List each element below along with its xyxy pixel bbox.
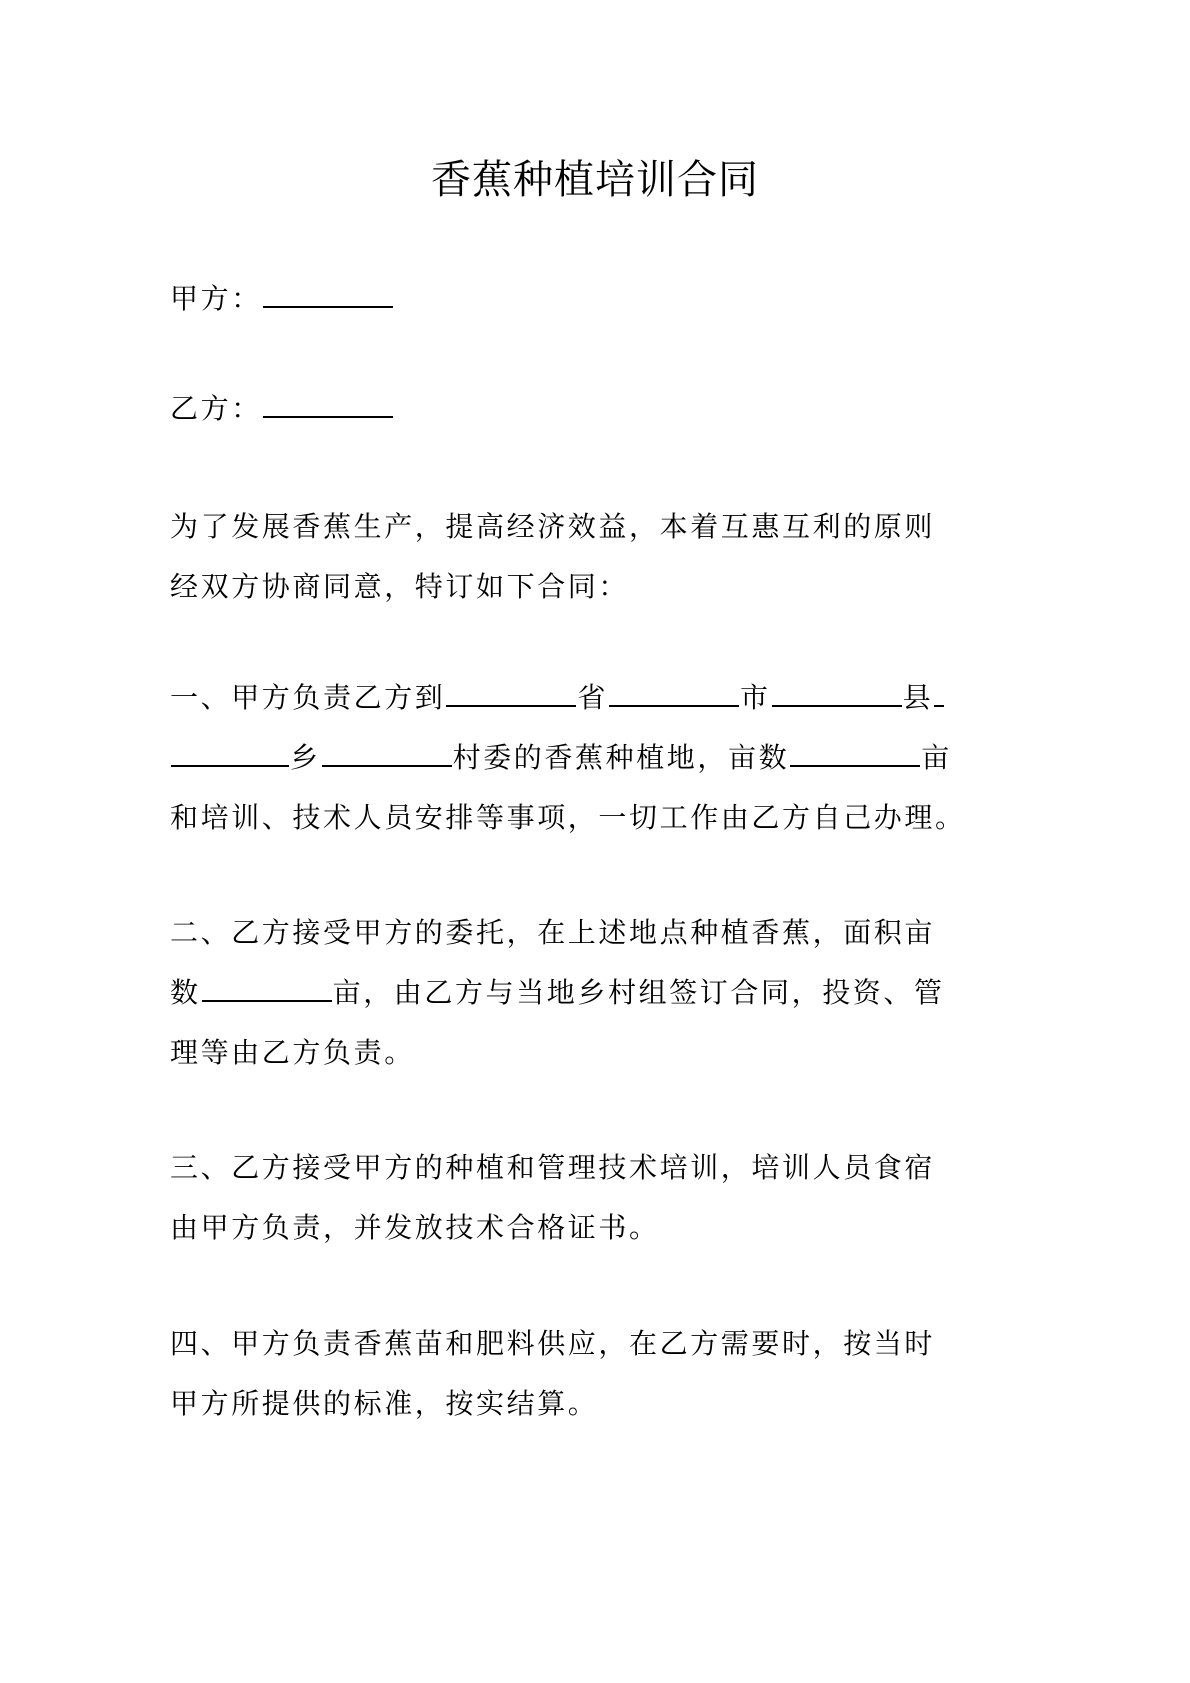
county-blank[interactable] <box>772 679 902 707</box>
clause-2-line-1: 二、乙方接受甲方的委托，在上述地点种植香蕉，面积亩 <box>170 916 936 949</box>
province-blank[interactable] <box>446 679 576 707</box>
village-blank[interactable] <box>322 739 452 767</box>
acreage-blank[interactable] <box>790 739 920 767</box>
clause-3-line-1: 三、乙方接受甲方的种植和管理技术培训，培训人员食宿 <box>170 1151 936 1184</box>
clause-1-line-3: 和培训、技术人员安排等事项，一切工作由乙方自己办理。 <box>170 801 966 834</box>
party-b-blank[interactable] <box>263 390 393 418</box>
township-blank[interactable] <box>171 739 289 767</box>
clause-1-text: 村委的香蕉种植地，亩数 <box>452 741 790 774</box>
clause-2-text: 亩，由乙方与当地乡村组签订合同，投资、管 <box>332 976 945 1009</box>
party-a-label: 甲方： <box>170 282 262 315</box>
county-label: 县 <box>902 681 934 714</box>
clause-1-line-2 <box>170 738 950 778</box>
township-label: 乡 <box>290 741 321 774</box>
area-blank[interactable] <box>202 974 332 1002</box>
clause-3-line-2: 由甲方负责，并发放技术合格证书。 <box>170 1211 660 1244</box>
county-trailing-blank <box>934 679 944 707</box>
clause-4-line-1: 四、甲方负责香蕉苗和肥料供应，在乙方需要时，按当时 <box>170 1327 936 1360</box>
intro-line-2: 经双方协商同意，特订如下合同： <box>170 570 630 603</box>
clause-1-text: 一、甲方负责乙方到 <box>170 681 446 714</box>
province-label: 省 <box>577 681 609 714</box>
document-title: 香蕉种植培训合同 <box>431 157 759 203</box>
clause-1-line-1 <box>170 678 950 718</box>
party-a-line <box>170 279 950 319</box>
city-blank[interactable] <box>609 679 739 707</box>
party-b-line <box>170 389 950 429</box>
clause-2-line-3: 理等由乙方负责。 <box>170 1036 415 1069</box>
clause-4-line-2: 甲方所提供的标准，按实结算。 <box>170 1387 599 1420</box>
clause-2-line-2 <box>170 973 950 1013</box>
city-label: 市 <box>740 681 771 714</box>
acre-unit: 亩 <box>921 741 952 774</box>
party-b-label: 乙方： <box>170 392 262 425</box>
clause-2-text: 数 <box>170 976 201 1009</box>
party-a-blank[interactable] <box>263 280 393 308</box>
intro-line-1: 为了发展香蕉生产，提高经济效益，本着互惠互利的原则 <box>170 510 936 543</box>
